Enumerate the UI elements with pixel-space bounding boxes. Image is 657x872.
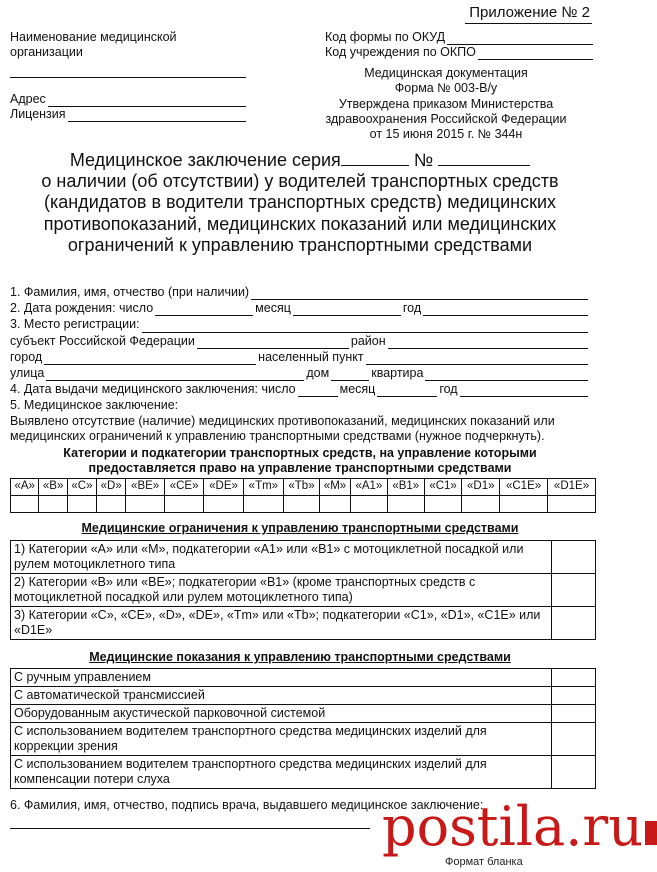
issue-day-line[interactable] [298,385,338,397]
table-row [11,756,596,789]
house-line[interactable] [331,369,369,381]
categories-header-row [11,479,596,496]
subject-line[interactable] [197,337,349,349]
restrictions-title: Медицинские ограничения к управлению транспортными средствами [81,521,519,535]
fullname-label: 1. Фамилия, имя, отчество (при наличии) [10,284,250,299]
indication-text: Оборудованным акустической парковочной системой [11,705,552,723]
category-cell: «CE» [164,479,203,496]
conclusion-text: Выявлено отсутствие (наличие) медицинских противопоказаний, медицинских показаний или медицинских ограничений к управлению транспортными средствами (нужное подчеркнуть). [10,413,555,443]
category-cell: «A1» [350,479,387,496]
birth-year-label: год [402,301,422,316]
issue-month-line[interactable] [377,385,437,397]
category-mark-cell[interactable] [424,496,462,513]
watermark-bar-icon [645,821,657,845]
doctor-signature-line[interactable] [10,815,370,829]
document-title [10,150,590,256]
category-cell: «Tb» [284,479,320,496]
birth-year-line[interactable] [423,304,588,316]
category-mark-cell[interactable] [320,496,351,513]
category-mark-cell[interactable] [387,496,424,513]
category-cell: «D» [97,479,126,496]
indications-table [10,668,596,789]
okud-label: Код формы по ОКУД [325,30,446,44]
title-number-label: № [413,150,434,170]
indication-text: С использованием водителем транспортного средства медицинских изделий для компенсации потери слуха [11,756,552,789]
category-mark-cell[interactable] [350,496,387,513]
watermark [382,795,657,858]
registration-line[interactable] [142,321,588,333]
document-info [296,66,596,142]
indication-mark-cell[interactable] [552,687,596,705]
indication-text: С ручным управлением [11,669,552,687]
address-line[interactable] [48,95,246,107]
category-mark-cell[interactable] [164,496,203,513]
title-series-label: Медицинское заключение серия [69,150,341,170]
restriction-text: 1) Категории «A» или «M», подкатегории «A1» или «B1» с мотоциклетной посадкой или рулем мотоциклетного типа [11,541,552,574]
category-mark-cell[interactable] [462,496,500,513]
doctor-label: 6. Фамилия, имя, отчество, подпись врача, выдавшего медицинское заключение: [10,798,484,812]
category-cell: «C1» [424,479,462,496]
birth-day-label: 2. Дата рождения: число [10,301,154,316]
codes-block [325,30,593,60]
table-row [11,607,596,640]
table-row [11,541,596,574]
issue-year-label: год [439,382,458,397]
address-license-block [10,92,246,122]
district-label: район [350,333,386,348]
series-line[interactable] [341,152,409,166]
city-line[interactable] [44,353,256,365]
house-label: дом [306,365,330,380]
category-cell: «D1E» [548,479,596,496]
table-row [11,687,596,705]
license-label: Лицензия [10,107,66,121]
restriction-text: 3) Категории «C», «CE», «D», «DE», «Tm» или «Tb»; подкатегории «C1», «D1», «C1E» или «D1E» [11,607,552,640]
indication-mark-cell[interactable] [552,669,596,687]
title-text: о наличии (об отсутствии) у водителей транспортных средств (кандидатов в водители транспортных средств) медицинских противопоказаний, медицинских показаний или медицинских ограничений к управлению транспортными средствами [41,171,559,255]
okpo-line[interactable] [478,48,593,60]
indications-title: Медицинские показания к управлению транспортными средствами [89,650,511,664]
street-label: улица [10,365,45,380]
watermark-text: postila.ru [382,795,643,858]
number-line[interactable] [438,152,530,166]
category-cell: «C» [67,479,96,496]
doc-info-line: здравоохранения Российской Федерации [325,111,567,126]
category-cell: «M» [320,479,351,496]
organization-name-label: Наименование медицинской организации [10,30,177,59]
table-row [11,574,596,607]
restrictions-table [10,540,596,640]
restriction-mark-cell[interactable] [552,607,596,640]
category-cell: «C1E» [500,479,548,496]
table-row [11,705,596,723]
fields-section [10,284,590,444]
category-mark-cell[interactable] [97,496,126,513]
birth-day-line[interactable] [155,304,253,316]
category-mark-cell[interactable] [500,496,548,513]
category-cell: «BE» [126,479,165,496]
registration-label: 3. Место регистрации: [10,317,140,332]
doc-info-line: Утверждена приказом Министерства [338,96,554,111]
organization-block [10,30,246,78]
settlement-label: населенный пункт [258,349,364,364]
organization-name-line[interactable] [10,64,246,78]
doc-info-line: Медицинская документация [364,66,528,80]
address-label: Адрес [10,92,46,106]
footer-note: Формат бланка [445,856,523,868]
table-row [11,669,596,687]
subject-label: субъект Российской Федерации [10,333,195,348]
appendix-label: Приложение № 2 [465,4,592,24]
category-mark-cell[interactable] [39,496,67,513]
category-mark-cell[interactable] [243,496,283,513]
doc-info-line: от 15 июня 2015 г. № 344н [369,127,523,141]
birth-month-label: месяц [255,301,291,316]
category-cell: «B1» [387,479,424,496]
settlement-line[interactable] [366,353,588,365]
category-cell: «Tm» [243,479,283,496]
table-row [11,723,596,756]
restriction-mark-cell[interactable] [552,541,596,574]
categories-mark-row [11,496,596,513]
categories-title: Категории и подкатегории транспортных средств, на управление которыми предоставляется право на управление транспортными средствами [63,446,537,475]
doc-info-line: Форма № 003-В/у [394,81,498,96]
apartment-line[interactable] [425,369,588,381]
okud-line[interactable] [447,33,593,45]
apartment-label: квартира [371,365,424,380]
indication-mark-cell[interactable] [552,756,596,789]
district-line[interactable] [388,337,588,349]
birth-month-line[interactable] [293,304,401,316]
indication-mark-cell[interactable] [552,723,596,756]
issue-day-label: 4. Дата выдачи медицинского заключения: число [10,382,296,397]
category-mark-cell[interactable] [204,496,243,513]
category-cell: «D1» [462,479,500,496]
indication-text: С использованием водителем транспортного средства медицинских изделий для коррекции зрения [11,723,552,756]
restriction-text: 2) Категории «B» или «BE»; подкатегории «B1» (кроме транспортных средств с мотоциклетной посадкой или рулем мотоциклетного типа) [11,574,552,607]
indication-text: С автоматической трансмиссией [11,687,552,705]
license-line[interactable] [68,110,246,122]
restriction-mark-cell[interactable] [552,574,596,607]
okpo-label: Код учреждения по ОКПО [325,45,476,59]
category-mark-cell[interactable] [67,496,96,513]
conclusion-label: 5. Медицинское заключение: [10,398,179,413]
categories-table [10,478,596,513]
indication-mark-cell[interactable] [552,705,596,723]
category-cell: «A» [11,479,39,496]
category-mark-cell[interactable] [126,496,165,513]
street-line[interactable] [46,369,304,381]
city-label: город [10,349,43,364]
issue-month-label: месяц [339,382,376,397]
category-mark-cell[interactable] [548,496,596,513]
category-mark-cell[interactable] [11,496,39,513]
fullname-line[interactable] [251,288,588,300]
category-cell: «B» [39,479,67,496]
category-mark-cell[interactable] [284,496,320,513]
issue-year-line[interactable] [460,385,588,397]
category-cell: «DE» [204,479,243,496]
